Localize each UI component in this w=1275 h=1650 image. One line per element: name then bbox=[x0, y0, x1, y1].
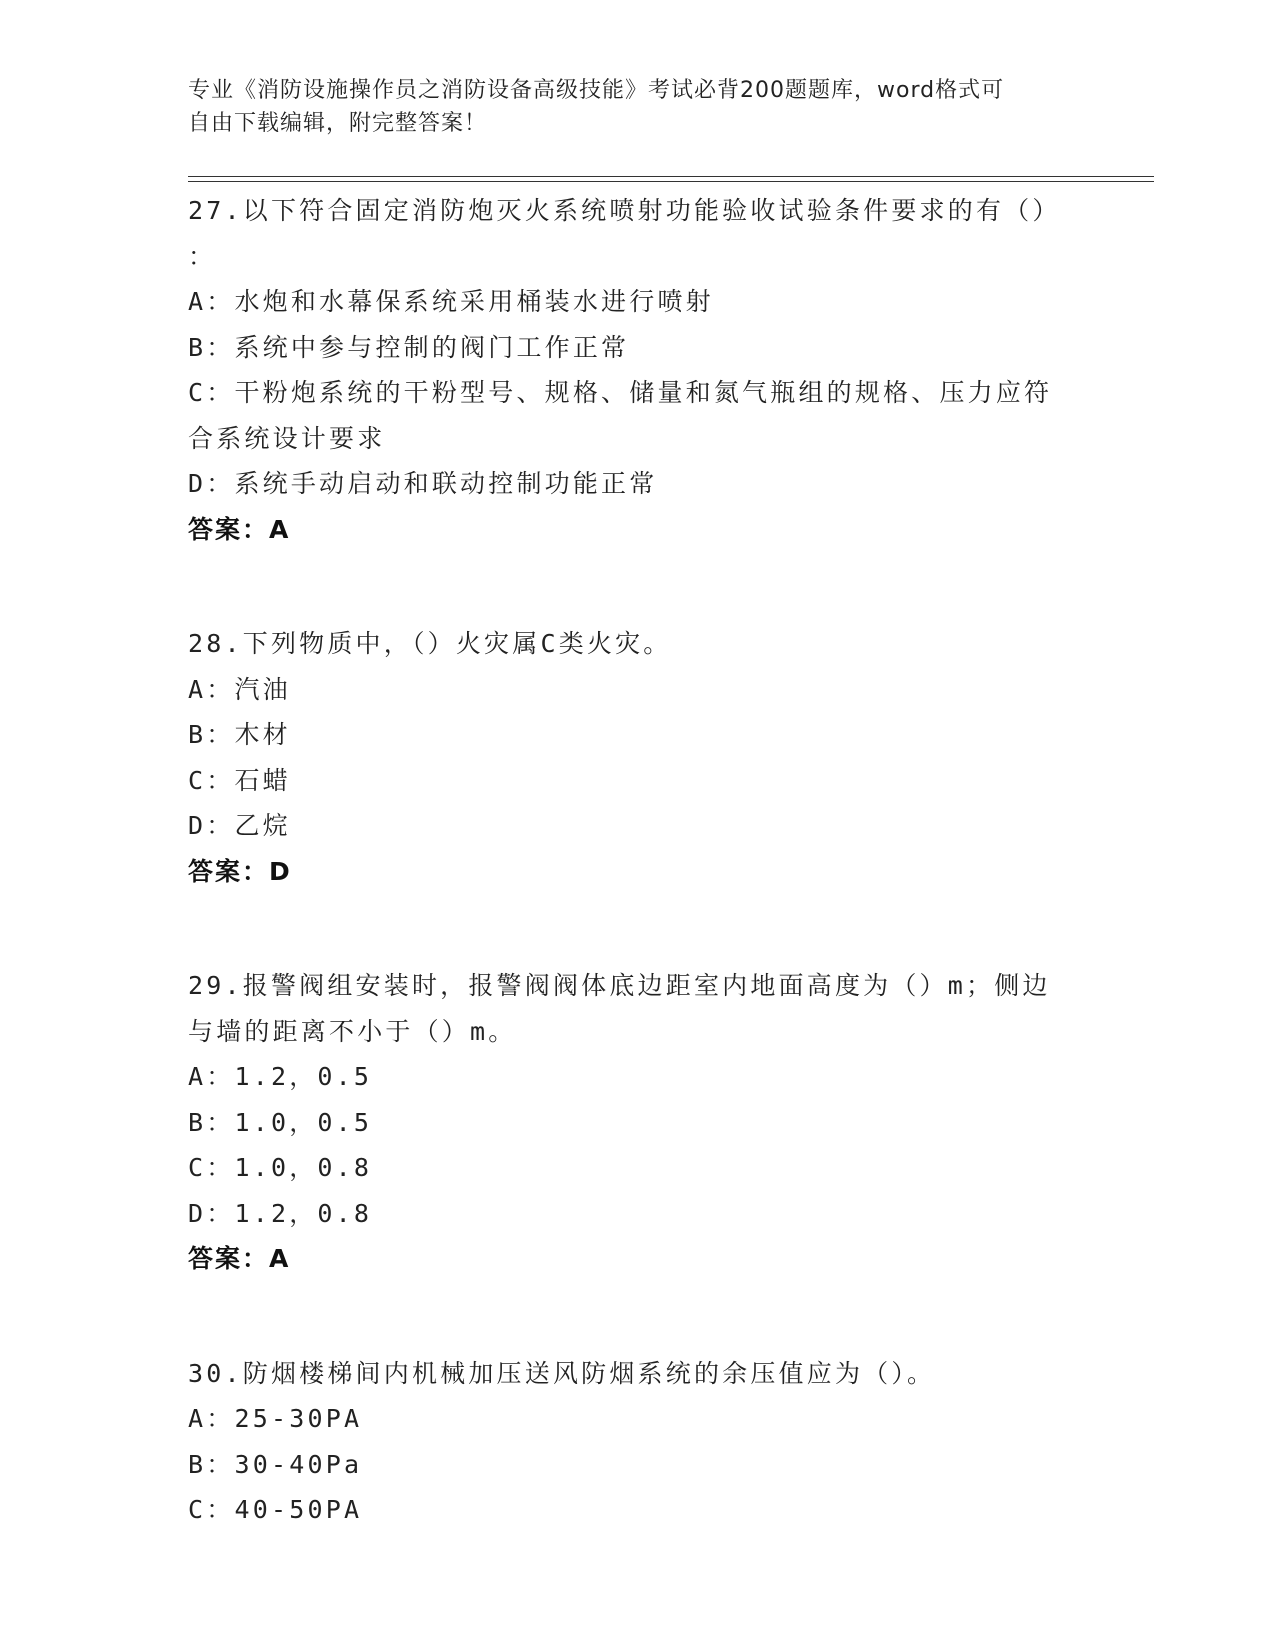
option-c-continued: 合系统设计要求 bbox=[188, 423, 386, 453]
option-c: C：石蜡 bbox=[188, 765, 291, 795]
header-line-1: 专业《消防设施操作员之消防设备高级技能》考试必背200题题库，word格式可 bbox=[188, 78, 1005, 103]
option-b: B：30-40Pa bbox=[188, 1449, 363, 1479]
question-30 bbox=[188, 1351, 1078, 1533]
option-c: C：1.0，0.8 bbox=[188, 1153, 373, 1182]
document-header bbox=[188, 74, 1088, 140]
question-spacer bbox=[188, 894, 1078, 939]
header-divider-bottom bbox=[188, 181, 1154, 182]
question-spacer bbox=[188, 1282, 1078, 1327]
option-c: C：40-50PA bbox=[188, 1495, 363, 1524]
answer-label: 答案：A bbox=[188, 1244, 291, 1273]
question-stem-continued: 与墙的距离不小于（）m。 bbox=[188, 1016, 517, 1046]
header-divider-top bbox=[188, 176, 1154, 177]
answer-label: 答案：D bbox=[188, 856, 292, 886]
question-stem: 27.以下符合固定消防炮灭火系统喷射功能验收试验条件要求的有（） bbox=[188, 196, 1061, 225]
option-a: A：汽油 bbox=[188, 674, 291, 704]
header-line-2: 自由下载编辑，附完整答案！ bbox=[188, 111, 488, 136]
question-27 bbox=[188, 188, 1078, 597]
option-d: D：乙烷 bbox=[188, 811, 291, 840]
answer-label: 答案：A bbox=[188, 514, 291, 544]
option-c: C：干粉炮系统的干粉型号、规格、储量和氮气瓶组的规格、压力应符 bbox=[188, 378, 1053, 407]
option-d: D：系统手动启动和联动控制功能正常 bbox=[188, 469, 658, 498]
option-d: D：1.2，0.8 bbox=[188, 1198, 373, 1228]
question-list bbox=[188, 188, 1078, 1557]
option-b: B：系统中参与控制的阀门工作正常 bbox=[188, 332, 630, 362]
question-29 bbox=[188, 963, 1078, 1327]
option-b: B：木材 bbox=[188, 720, 291, 749]
question-stem: 28.下列物质中，（）火灾属C类火灾。 bbox=[188, 629, 672, 658]
option-a: A：水炮和水幕保系统采用桶装水进行喷射 bbox=[188, 287, 714, 316]
option-a: A：1.2，0.5 bbox=[188, 1062, 373, 1091]
question-28 bbox=[188, 621, 1078, 939]
question-stem: 29.报警阀组安装时，报警阀阀体底边距室内地面高度为（）m；侧边 bbox=[188, 971, 1051, 1000]
question-stem-continued: ： bbox=[188, 241, 217, 271]
question-spacer bbox=[188, 552, 1078, 597]
question-stem: 30.防烟楼梯间内机械加压送风防烟系统的余压值应为（）。 bbox=[188, 1358, 936, 1388]
option-b: B：1.0，0.5 bbox=[188, 1107, 373, 1137]
option-a: A：25-30PA bbox=[188, 1404, 363, 1433]
